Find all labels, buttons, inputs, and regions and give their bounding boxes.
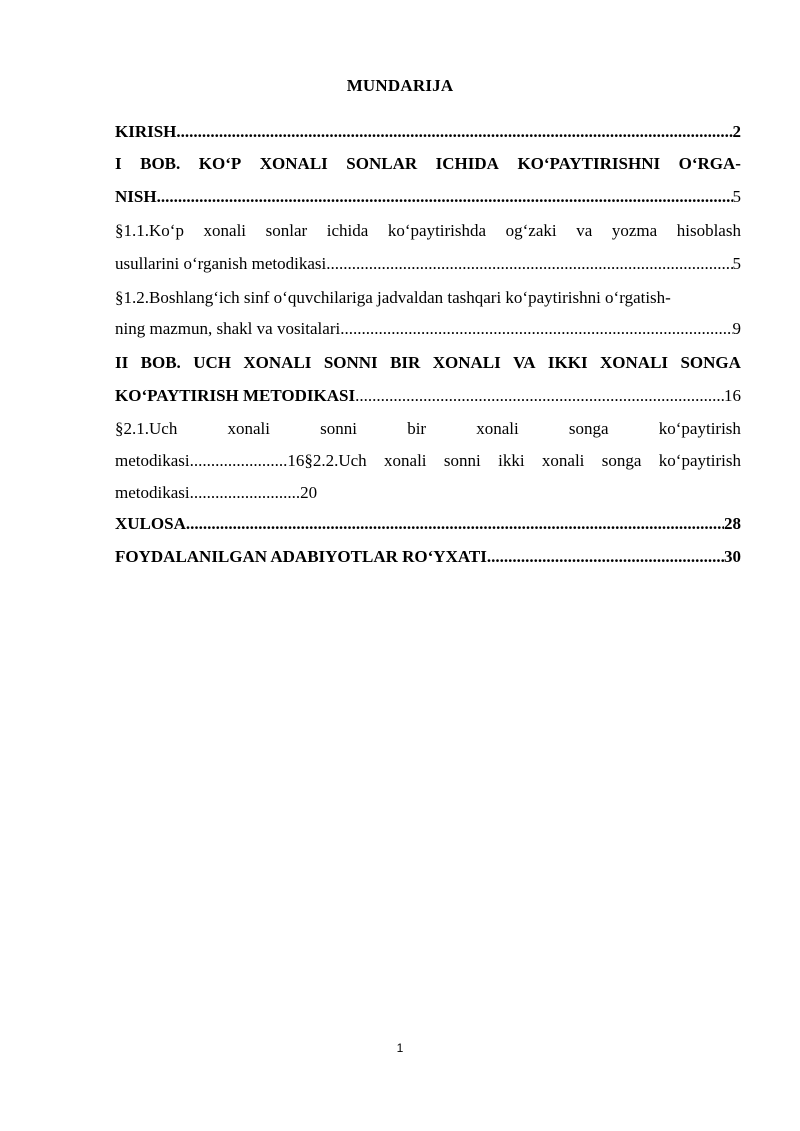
toc-entry-label: FOYDALANILGAN ADABIYOTLAR RO‘YXATI bbox=[115, 547, 487, 566]
toc-word: BOB. bbox=[140, 353, 181, 372]
toc-entry-bob1-line2[interactable] bbox=[115, 186, 741, 208]
toc-entry-bob2-line1[interactable] bbox=[115, 352, 741, 374]
toc-word: XONALI bbox=[243, 353, 312, 372]
toc-word: og‘zaki bbox=[505, 221, 557, 240]
toc-word: ichida bbox=[326, 221, 369, 240]
toc-entry-label: NISH bbox=[115, 187, 157, 206]
toc-page-number: 2 bbox=[732, 122, 741, 141]
toc-entry-s11-line2[interactable] bbox=[115, 253, 741, 275]
toc-word: SONGA bbox=[680, 353, 741, 372]
toc-word: UCH bbox=[193, 353, 231, 372]
toc-entry-label: usullarini o‘rganish metodikasi bbox=[115, 254, 327, 273]
toc-entry-s22-line3[interactable] bbox=[115, 482, 741, 504]
toc-word: SONLAR bbox=[346, 154, 418, 173]
toc-word: §1.1.Ko‘p bbox=[115, 221, 184, 240]
toc-word: xonali bbox=[227, 419, 270, 438]
toc-entry-s22-line2[interactable] bbox=[115, 450, 741, 472]
toc-word: VA bbox=[513, 353, 536, 372]
toc-entry-label: XULOSA bbox=[115, 514, 186, 533]
toc-page-number: 16 bbox=[724, 386, 741, 405]
toc-word: xonali bbox=[541, 451, 585, 470]
toc-entry-label: §1.2.Boshlang‘ich sinf o‘quvchilariga jadvaldan tashqari ko‘paytirishni o‘rgatish- bbox=[115, 288, 671, 307]
toc-word: BIR bbox=[390, 353, 421, 372]
toc-word: ko‘paytirishda bbox=[387, 221, 487, 240]
toc-entry-adabiyotlar[interactable] bbox=[115, 546, 741, 568]
toc-word: bir bbox=[407, 419, 427, 438]
toc-word: XONALI bbox=[600, 353, 669, 372]
toc-word: ko‘paytirish bbox=[658, 451, 741, 470]
toc-entry-s11-line1[interactable] bbox=[115, 220, 741, 242]
toc-word: BOB. bbox=[140, 154, 181, 173]
toc-word: SONNI bbox=[323, 353, 378, 372]
toc-word: XONALI bbox=[259, 154, 328, 173]
toc-word: metodikasi.......................16§2.2.Uch bbox=[115, 451, 367, 470]
toc-word: II bbox=[115, 353, 129, 372]
toc-word: xonali bbox=[384, 451, 427, 470]
toc-entry-label: KIRISH bbox=[115, 122, 177, 141]
toc-word: xonali bbox=[476, 419, 519, 438]
toc-word: ICHIDA bbox=[435, 154, 499, 173]
toc-word: ikki bbox=[498, 451, 525, 470]
toc-word: xonali bbox=[203, 221, 247, 240]
toc-word: yozma bbox=[611, 221, 658, 240]
toc-word: O‘RGA- bbox=[678, 154, 741, 173]
toc-word: va bbox=[576, 221, 593, 240]
toc-entry-bob2-line2[interactable] bbox=[115, 385, 741, 407]
toc-page-number: 5 bbox=[732, 187, 741, 206]
toc-entry-xulosa[interactable] bbox=[115, 513, 741, 535]
toc-page-number: 9 bbox=[732, 319, 741, 338]
toc-word: XONALI bbox=[432, 353, 501, 372]
toc-entry-label: metodikasi..........................20 bbox=[115, 483, 318, 502]
toc-word: I bbox=[115, 154, 122, 173]
toc-entry-s12-line2[interactable] bbox=[115, 318, 741, 340]
toc-entry-bob1-line1[interactable] bbox=[115, 153, 741, 175]
toc-page-number: 28 bbox=[724, 514, 741, 533]
toc-word: IKKI bbox=[547, 353, 588, 372]
page-title: MUNDARIJA bbox=[346, 76, 454, 95]
toc-entry-label: ning mazmun, shakl va vositalari bbox=[115, 319, 341, 338]
toc-word: hisoblash bbox=[676, 221, 741, 240]
toc-entry-s21-line1[interactable] bbox=[115, 418, 741, 440]
toc-word: sonni bbox=[443, 451, 481, 470]
toc-entry-s12-line1[interactable] bbox=[115, 287, 741, 309]
toc-word: songa bbox=[601, 451, 642, 470]
toc-entry-kirish[interactable] bbox=[115, 121, 741, 143]
toc-word: sonni bbox=[320, 419, 358, 438]
toc-word: KO‘P bbox=[198, 154, 242, 173]
toc-entry-label: KO‘PAYTIRISH METODIKASI bbox=[115, 386, 356, 405]
toc-word: ko‘paytirish bbox=[658, 419, 741, 438]
toc-word: songa bbox=[568, 419, 609, 438]
toc-word: §2.1.Uch bbox=[115, 419, 178, 438]
toc-page-number: 30 bbox=[724, 547, 741, 566]
toc-page-number: 5 bbox=[732, 254, 741, 273]
footer-page-number: 1 bbox=[396, 1041, 404, 1055]
toc-word: KO‘PAYTIRISHNI bbox=[517, 154, 661, 173]
toc-word: sonlar bbox=[265, 221, 308, 240]
